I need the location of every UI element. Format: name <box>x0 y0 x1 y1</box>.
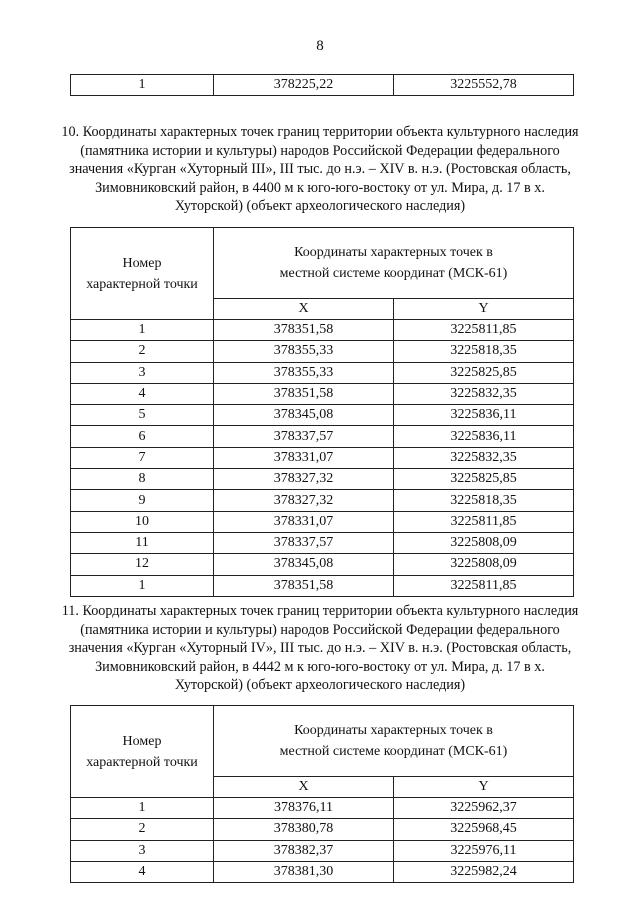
x-value: 378351,58 <box>214 575 394 596</box>
table-row <box>71 840 574 861</box>
x-value: 378331,07 <box>214 511 394 532</box>
continuation-table <box>70 74 574 96</box>
y-value: 3225811,85 <box>394 511 574 532</box>
page-number: 8 <box>316 38 324 54</box>
table-row <box>71 362 574 383</box>
table-row <box>71 426 574 447</box>
y-value: 3225811,85 <box>394 575 574 596</box>
continuation-table-body <box>71 75 574 96</box>
header-point-number: Номер характерной точки <box>71 706 214 798</box>
table-row <box>71 575 574 596</box>
y-value: 3225808,09 <box>394 554 574 575</box>
point-number: 6 <box>71 426 214 447</box>
y-value: 3225832,35 <box>394 447 574 468</box>
y-value: 3225811,85 <box>394 320 574 341</box>
coordinates-table-11-body <box>71 798 574 883</box>
x-value: 378225,22 <box>214 75 394 96</box>
coordinates-table-10-body <box>71 320 574 597</box>
point-number: 9 <box>71 490 214 511</box>
point-number: 10 <box>71 511 214 532</box>
point-number: 2 <box>71 819 214 840</box>
table-row <box>71 554 574 575</box>
coordinates-table-11 <box>70 705 574 883</box>
table-row <box>71 532 574 553</box>
coordinates-table-10 <box>70 227 574 597</box>
table-row <box>71 469 574 490</box>
header-coordinates: Координаты характерных точек в местной системе координат (МСК-61) <box>214 228 574 299</box>
table-row <box>71 405 574 426</box>
x-value: 378351,58 <box>214 383 394 404</box>
section-11-heading: 11. Координаты характерных точек границ территории объекта культурного наследия (памятника истории и культуры) народов Российской Федерации федерального значения «Курган «Хуторный IV», III тыс. до н.э. – XIV в. н.э. (Ростовская область, Зимовниковский район, в 4442 м к юго-юго-востоку от ул. Мира, д. 17 в х. Хуторской) (объект археологического наследия) <box>61 603 579 693</box>
point-number: 1 <box>71 798 214 819</box>
y-value: 3225976,11 <box>394 840 574 861</box>
point-number: 1 <box>71 575 214 596</box>
table-row <box>71 447 574 468</box>
y-value: 3225552,78 <box>394 75 574 96</box>
y-value: 3225836,11 <box>394 405 574 426</box>
y-value: 3225836,11 <box>394 426 574 447</box>
x-value: 378345,08 <box>214 554 394 575</box>
header-y: Y <box>394 299 574 320</box>
x-value: 378327,32 <box>214 490 394 511</box>
x-value: 378327,32 <box>214 469 394 490</box>
header-x: X <box>214 777 394 798</box>
point-number: 1 <box>71 320 214 341</box>
y-value: 3225982,24 <box>394 861 574 882</box>
x-value: 378337,57 <box>214 532 394 553</box>
y-value: 3225968,45 <box>394 819 574 840</box>
point-number: 7 <box>71 447 214 468</box>
table-row <box>71 75 574 96</box>
y-value: 3225818,35 <box>394 490 574 511</box>
y-value: 3225825,85 <box>394 469 574 490</box>
table-row <box>71 383 574 404</box>
x-value: 378376,11 <box>214 798 394 819</box>
header-point-number: Номер характерной точки <box>71 228 214 320</box>
x-value: 378382,37 <box>214 840 394 861</box>
x-value: 378345,08 <box>214 405 394 426</box>
table-row <box>71 490 574 511</box>
point-number: 12 <box>71 554 214 575</box>
point-number: 4 <box>71 861 214 882</box>
x-value: 378355,33 <box>214 362 394 383</box>
table-row <box>71 341 574 362</box>
y-value: 3225825,85 <box>394 362 574 383</box>
x-value: 378331,07 <box>214 447 394 468</box>
x-value: 378337,57 <box>214 426 394 447</box>
point-number: 5 <box>71 405 214 426</box>
header-x: X <box>214 299 394 320</box>
point-number: 1 <box>71 75 214 96</box>
table-row <box>71 861 574 882</box>
point-number: 2 <box>71 341 214 362</box>
table-row <box>71 798 574 819</box>
table-row <box>71 819 574 840</box>
header-y: Y <box>394 777 574 798</box>
x-value: 378381,30 <box>214 861 394 882</box>
header-coordinates: Координаты характерных точек в местной системе координат (МСК-61) <box>214 706 574 777</box>
y-value: 3225832,35 <box>394 383 574 404</box>
y-value: 3225808,09 <box>394 532 574 553</box>
point-number: 8 <box>71 469 214 490</box>
x-value: 378380,78 <box>214 819 394 840</box>
table-row <box>71 320 574 341</box>
x-value: 378355,33 <box>214 341 394 362</box>
point-number: 3 <box>71 362 214 383</box>
point-number: 4 <box>71 383 214 404</box>
x-value: 378351,58 <box>214 320 394 341</box>
table-row <box>71 511 574 532</box>
point-number: 11 <box>71 532 214 553</box>
point-number: 3 <box>71 840 214 861</box>
y-value: 3225818,35 <box>394 341 574 362</box>
section-10-heading: 10. Координаты характерных точек границ территории объекта культурного наследия (памятника истории и культуры) народов Российской Федерации федерального значения «Курган «Хуторный III», III тыс. до н.э. – XIV в. н.э. (Ростовская область, Зимовниковский район, в 4400 м к юго-юго-востоку от ул. Мира, д. 17 в х. Хуторской) (объект археологического наследия) <box>61 124 579 214</box>
y-value: 3225962,37 <box>394 798 574 819</box>
